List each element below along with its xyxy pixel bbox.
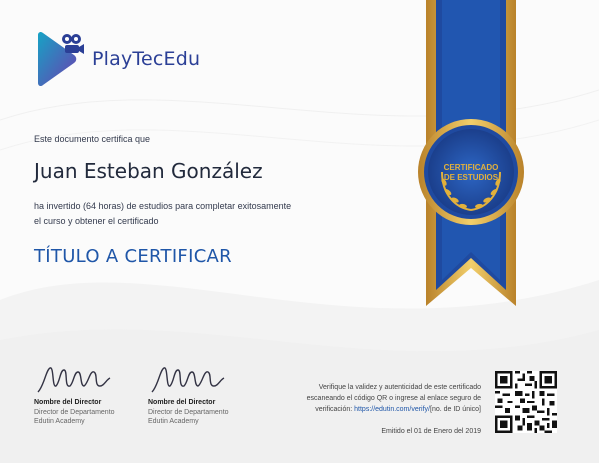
signature-role-1: Director de Departamento [34, 409, 115, 416]
signature-org-2: Edutin Academy [148, 418, 199, 425]
verification-line-1: Verifique la validez y autenticidad de este certificado [318, 384, 481, 391]
verification-link[interactable]: https://edutin.com/verify/ [354, 406, 431, 413]
play-logo-icon [34, 31, 86, 87]
brand-name: PlayTecEdu [92, 48, 201, 70]
verification-id-placeholder: [no. de ID único] [430, 406, 481, 413]
seal-line-1: CERTIFICADO [443, 163, 499, 172]
verification-text [251, 382, 481, 415]
signature-block-2 [148, 360, 258, 425]
signature-scribble-icon [34, 360, 114, 396]
recipient-name: Juan Esteban González [34, 159, 263, 183]
verification-prefix: verificación: [315, 406, 355, 413]
qr-code-icon[interactable] [495, 371, 557, 433]
brand-logo [34, 31, 201, 87]
signature-name-2: Nombre del Director [148, 399, 216, 406]
course-title: TÍTULO A CERTIFICAR [34, 246, 232, 267]
verification-line-2: escaneando el código QR o ingrese al enlace seguro de [306, 395, 481, 402]
certification-intro: Este documento certifica que [34, 134, 151, 144]
signature-name-1: Nombre del Director [34, 399, 102, 406]
signature-scribble-icon [148, 360, 228, 396]
seal-line-2: DE ESTUDIOS [443, 173, 499, 182]
verification-line-3 [251, 404, 481, 415]
description-line-1: ha invertido (64 horas) de estudios para completar exitosamente [34, 201, 292, 211]
description-line-2: el curso y obtener el certificado [34, 216, 159, 226]
award-ribbon [406, 0, 536, 320]
issue-date: Emitido el 01 de Enero del 2019 [381, 428, 481, 435]
signature-role-2: Director de Departamento [148, 409, 229, 416]
signature-block-1 [34, 360, 144, 425]
signature-org-1: Edutin Academy [34, 418, 85, 425]
